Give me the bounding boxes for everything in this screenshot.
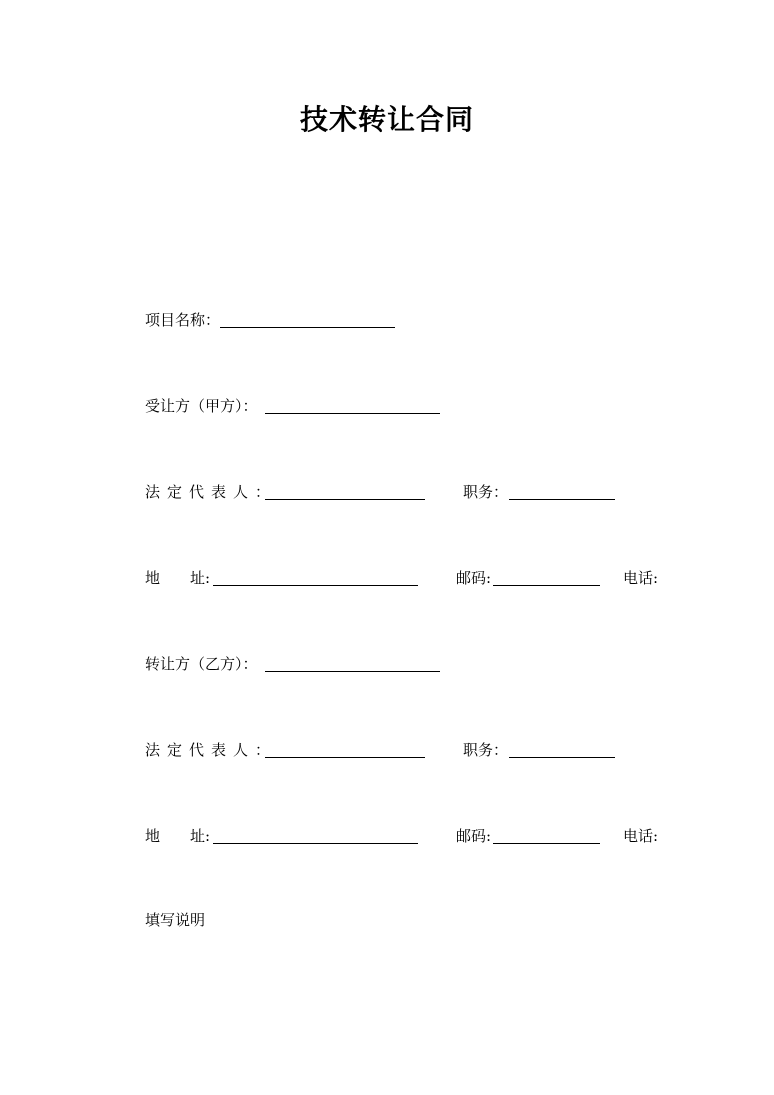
party-b-position-blank[interactable] — [509, 757, 615, 758]
party-a-address-label-b: 址: — [190, 569, 211, 587]
document-title: 技术转让合同 — [299, 103, 474, 136]
party-a-name-blank[interactable] — [265, 413, 440, 414]
party-b-address-row — [145, 824, 705, 848]
party-a-position-blank[interactable] — [509, 499, 615, 500]
party-a-postcode-label: 邮码: — [456, 569, 492, 587]
party-b-label: 转让方（乙方）： — [145, 655, 258, 673]
party-b-phone-label: 电话: — [623, 827, 659, 845]
party-a-phone-label: 电话: — [623, 569, 659, 587]
party-b-row — [145, 652, 705, 676]
party-b-address-label-a: 地 — [145, 827, 161, 845]
project-name-label: 项目名称： — [145, 311, 221, 329]
party-a-position-label: 职务： — [463, 483, 509, 501]
party-b-name-blank[interactable] — [265, 671, 440, 672]
party-b-representative-row — [145, 738, 705, 762]
party-b-postcode-blank[interactable] — [493, 843, 600, 844]
party-a-representative-row — [145, 480, 705, 504]
party-a-representative-blank[interactable] — [265, 499, 425, 500]
party-b-position-label: 职务： — [463, 741, 509, 759]
party-b-postcode-label: 邮码: — [456, 827, 492, 845]
party-a-row — [145, 394, 705, 418]
party-a-address-row — [145, 566, 705, 590]
party-b-representative-blank[interactable] — [265, 757, 425, 758]
party-b-address-label-b: 址: — [190, 827, 211, 845]
project-name-row — [145, 308, 705, 332]
party-a-postcode-blank[interactable] — [493, 585, 600, 586]
party-b-representative-label: 法定代表人： — [145, 741, 278, 759]
party-a-label: 受让方（甲方）： — [145, 397, 258, 415]
party-a-representative-label: 法定代表人： — [145, 483, 278, 501]
footer-note: 填写说明 — [145, 911, 206, 929]
party-b-address-blank[interactable] — [213, 843, 418, 844]
party-a-address-label-a: 地 — [145, 569, 161, 587]
party-a-address-blank[interactable] — [213, 585, 418, 586]
project-name-blank[interactable] — [220, 327, 395, 328]
